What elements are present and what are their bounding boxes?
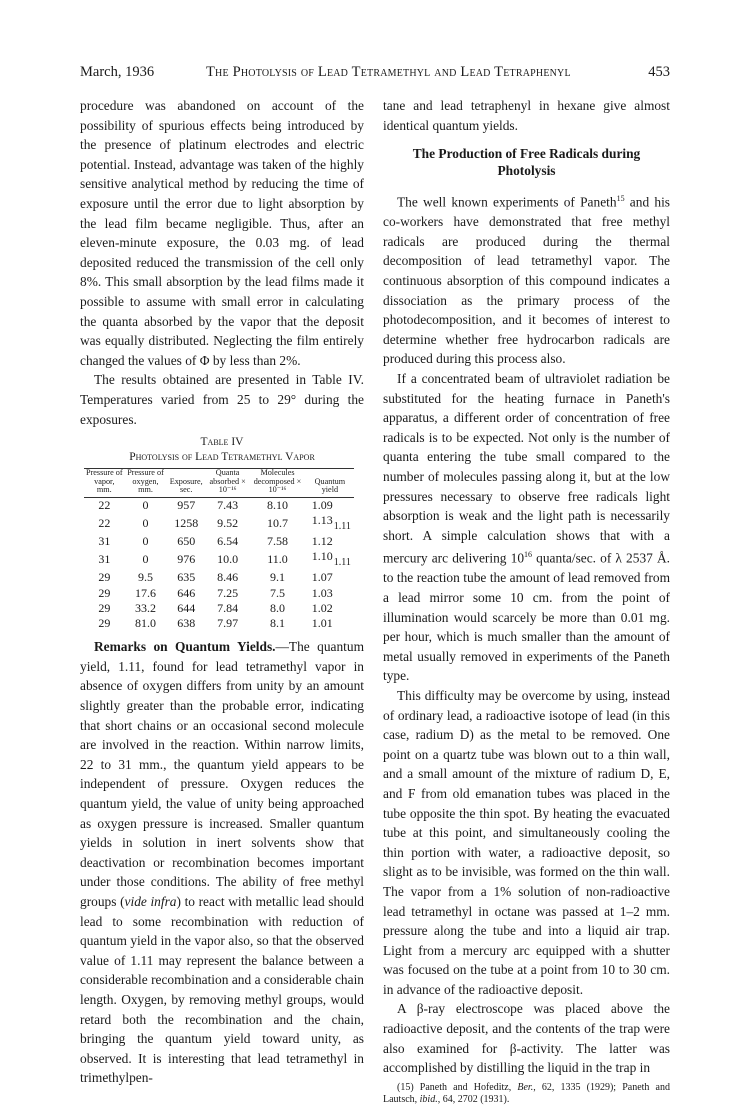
table-cell: 8.46 [217, 570, 239, 585]
table-iv [80, 435, 364, 631]
paragraph-text: If a concentrated beam of ultraviolet radiation be substituted for the heating furnace in Paneth's apparatus, a different order of concentration of free radicals is to be expected. Not only is the number of quanta entering the tube small compared to the number of molecules passing along it, but at the low pressures necessary to observe free radicals light absorption is weak and the light path is necessarily short. A simple calculation shows that with a mercury arc delivering 10 [383, 371, 670, 566]
page-number: 453 [648, 64, 670, 80]
table-cell: 22 [98, 515, 111, 530]
paragraph [80, 637, 364, 1088]
table-cell: 0 [142, 515, 149, 530]
section-heading: The Production of Free Radicals during Photolysis [412, 146, 641, 179]
table-cell: $1.10_{1.11}$ [311, 549, 351, 569]
average-yield: 1.11 [333, 557, 351, 569]
table-cell: 22 [98, 497, 111, 512]
table-cell: 0 [142, 497, 149, 512]
table-cell: 9.52 [217, 515, 239, 530]
table-cell: 9.1 [269, 570, 285, 585]
left-column [80, 96, 364, 1088]
table-cell: 8.1 [269, 616, 285, 631]
table-row [84, 497, 354, 513]
table-row [84, 534, 354, 549]
table-row [84, 616, 354, 631]
table-cell: 29 [98, 600, 111, 615]
column-header: Pressure of vapor, mm. [84, 469, 125, 498]
table-cell: 7.5 [269, 585, 285, 600]
column-header: Molecules decomposed × 10⁻¹⁶ [249, 469, 306, 498]
table-cell: 0 [142, 534, 149, 548]
table-cell: 17.6 [135, 585, 156, 600]
table-cell: 31 [98, 534, 111, 548]
column-header: Pressure of oxygen, mm. [125, 469, 167, 498]
table-caption: Table IV [200, 436, 244, 449]
paragraph: A β-ray electroscope was placed above the radioactive deposit, and the contents of the trap were also examined for β-activity. The latter was accomplished by distilling the liquid in the trap in [383, 1001, 670, 1076]
footnote-italic: Ber. [517, 1081, 534, 1093]
table-cell: 9.5 [138, 570, 153, 585]
issue-date: March, 1936 [80, 64, 155, 80]
paragraph-text: ) to react with metallic lead should lead to some recombination with reduction of quantum yield in the vapor also, so that the observed value of 1.11 may represent the balance between a considerable recombination and a considerable chain length. Oxygen, by removing methyl groups, would retard both the recombination and the chain, bringing the quantum yield toward unity, as observed. It is interesting that lead tetramethyl in trimethylpen- [80, 893, 365, 1086]
paragraph-text: The well known experiments of Paneth [397, 194, 617, 210]
table-cell: 957 [177, 497, 196, 512]
paragraph: procedure was abandoned on account of the possibility of spurious effects being introduced by the presence of platinum electrodes and electric potential. Instead, advantage was taken of the highly sensitive analytical method by reducing the time of exposure until the error due to light absorption by the lead film became negligible. Thus, after an eleven-minute exposure, the 0.03 mg. of lead deposited reduced the transmission of the cell only 8%. This small absorption by the lead films made it possible to assume with small error in calculating the quanta absorbed by the vapor that the deposit was equally distributed. Neglecting the film entirely changed the values of Φ by less than 2%. [80, 98, 364, 368]
table-cell: 7.25 [217, 585, 239, 600]
right-column [383, 96, 670, 1107]
table-cell: 0 [142, 552, 149, 567]
table-title: Photolysis of Lead Tetramethyl Vapor [129, 451, 315, 464]
table-cell: 1.07 [311, 570, 333, 585]
table-cell: 8.10 [266, 497, 288, 512]
paragraph-text: —The quantum yield, 1.11, found for lead tetramethyl vapor in absence of oxygen differs from unity by an amount slightly greater than the probable error, indicating that short chains or an occasional second molecule are involved in the reaction. Within narrow limits, 22 to 31 mm., the quantum yield appears to be independent of pressure. Oxygen reduces the quantum yield, the value of unity being approached as oxygen pressure is increased. Smaller quantum yields in solution in inert solvents show that deactivation or recombination becomes important under those conditions. The ability of free methyl groups ( [80, 639, 364, 909]
table-cell: 7.58 [266, 534, 288, 548]
table-cell: 8.0 [269, 600, 285, 615]
table-cell: 10.0 [217, 552, 239, 567]
table-cell: 7.43 [217, 497, 239, 512]
column-header: Quantum yield [306, 469, 354, 498]
table-cell: 644 [177, 600, 196, 615]
footnote-text: (15) Paneth and Hofeditz, [397, 1081, 518, 1093]
table-cell: 1.12 [311, 534, 333, 548]
table-cell: 33.2 [135, 600, 156, 615]
table-cell: 29 [98, 570, 111, 585]
footnote-text: , 62, 1335 (1929); Paneth and Lautsch, [383, 1081, 670, 1106]
table-cell: 10.7 [266, 515, 288, 530]
average-yield: 1.11 [333, 520, 351, 532]
table-cell: 976 [177, 552, 196, 567]
table-cell: 638 [177, 616, 196, 631]
column-header: Exposure, sec. [166, 469, 206, 498]
paragraph-text: and his co-workers have demonstrated that free methyl radicals are produced during the thermal decomposition of lead tetramethyl vapor. The continuous absorption of this compound indicates a dissociation as the primary process of the photodecomposition, and it becomes of interest to determine whether free hydrocarbon radicals are produced during this process also. [383, 194, 670, 367]
paragraph: This difficulty may be overcome by using, instead of ordinary lead, a radioactive isotope of lead (in this case, radium D) as the metal to be removed. One point on a quartz tube was blown out to a thin wall, and a small amount of the mixture of radium D, E, and F from old emanation tubes was placed in the tube opposite the thin spot. By heating the evacuated tube at this point, and simultaneously cooling the thin portion with water, a radioactive deposit, so slight as to be invisible, was formed on the thin wall. The vapor from a 1% solution of non-radioactive lead tetramethyl in octane was passed at 1–2 mm. pressure along the tube and into a liquid air trap. Light from a mercury arc equipped with a shutter was focused on the tube at a point from 10 to 30 cm. in advance of the radioactive deposit. [383, 687, 670, 997]
table-row [84, 570, 354, 585]
footnote-text: , 64, 2702 (1931). [437, 1094, 510, 1106]
run-in-heading: Remarks on Quantum Yields. [94, 639, 276, 655]
table-cell: 81.0 [135, 616, 156, 631]
table-cell: 1.01 [311, 616, 333, 631]
footnote [383, 1082, 670, 1107]
table-row [84, 549, 354, 570]
paragraph [383, 189, 670, 369]
table-cell: 6.54 [217, 534, 239, 548]
running-header [80, 64, 670, 86]
footnote-ref: 15 [616, 194, 625, 204]
table-cell: 29 [98, 616, 111, 631]
table-cell: 1258 [174, 515, 199, 530]
table-row [84, 601, 354, 616]
table-cell: 1.09 [311, 497, 333, 512]
table-row [84, 513, 354, 534]
table-cell: 1.02 [311, 600, 333, 615]
table-cell: 646 [177, 585, 196, 600]
data-table [84, 468, 354, 631]
table-cell: 11.0 [267, 552, 288, 567]
italic-text: vide infra [124, 893, 177, 909]
column-header: Quanta absorbed × 10⁻¹⁶ [206, 469, 249, 498]
table-row [84, 586, 354, 601]
table-cell: 1.03 [311, 585, 333, 600]
exponent: 16 [524, 550, 533, 560]
table-cell: 31 [98, 552, 111, 567]
table-cell: 7.84 [217, 600, 239, 615]
table-cell: 650 [177, 534, 196, 548]
paragraph: The results obtained are presented in Table IV. Temperatures varied from 25 to 29° during the exposures. [80, 372, 364, 427]
footnote-italic: ibid. [419, 1094, 438, 1106]
paragraph [383, 369, 670, 686]
paragraph: tane and lead tetraphenyl in hexane give almost identical quantum yields. [383, 98, 670, 133]
table-cell: 635 [177, 570, 196, 585]
table-cell: 29 [98, 585, 111, 600]
running-title: The Photolysis of Lead Tetramethyl and Lead Tetraphenyl [206, 64, 571, 80]
table-cell: $1.13_{1.11}$ [311, 512, 351, 532]
table-cell: 7.97 [217, 616, 239, 631]
paragraph-text: quanta/sec. of λ 2537 Å. to the reaction tube the amount of lead removed from a lead mirror some 10 cm. from the point of illumination would scarcely be more than 0.01 mg. per hour, which is much smaller than the amount of metal usually removed in experiments of the Paneth type. [383, 550, 670, 684]
